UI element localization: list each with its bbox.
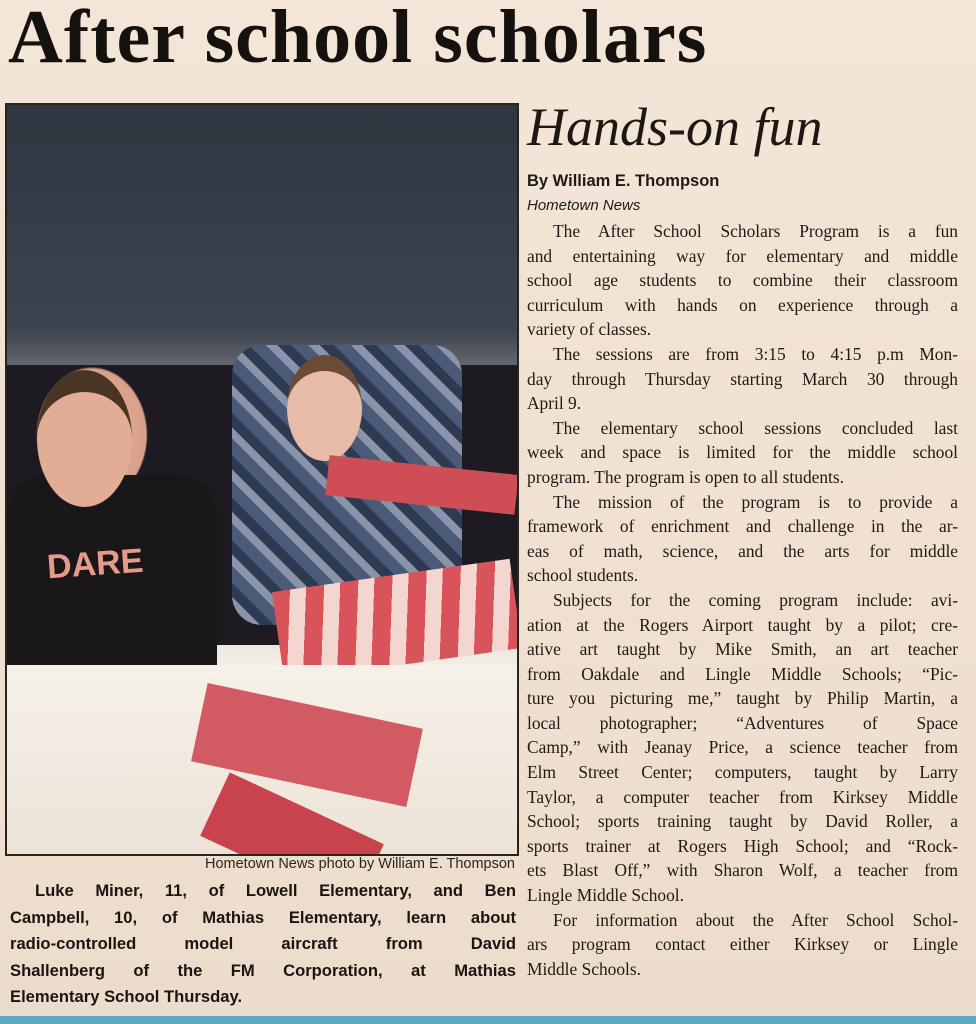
caption-line: Shallenberg of the FM Corporation, at Mathias	[10, 960, 516, 980]
article-line: day through Thursday starting March 30 through	[527, 368, 958, 389]
article-line: framework of enrichment and challenge in the ar-	[527, 516, 958, 537]
article-line: ative art taught by Mike Smith, an art teacher	[527, 639, 958, 660]
caption-line: Elementary School Thursday.	[10, 987, 243, 1006]
photo-credit: Hometown News photo by William E. Thompson	[205, 856, 515, 872]
article-line: and entertaining way for elementary and middle	[527, 245, 958, 266]
article-paragraph	[527, 908, 958, 982]
byline: By William E. Thompson	[527, 172, 720, 190]
photo-caption	[10, 878, 516, 1011]
byline-source: Hometown News	[527, 197, 641, 214]
article-kicker: Hands-on fun	[527, 97, 823, 157]
headline: After school scholars	[8, 0, 708, 79]
article-paragraph	[527, 490, 958, 588]
article-line: For information about the After School Schol-	[553, 909, 958, 930]
article-paragraph	[527, 342, 958, 416]
article-line: school age students to combine their classroom	[527, 270, 958, 291]
photo-boy-head	[287, 355, 362, 461]
article-paragraph	[527, 588, 958, 908]
article-line: curriculum with hands on experience through a	[527, 294, 958, 315]
article-line: program. The program is open to all students.	[527, 466, 844, 487]
article-line: week and space is limited for the middle school	[527, 442, 958, 463]
article-line: School; sports training taught by David Roller, a	[527, 811, 958, 832]
article-line: ets Blast Off,” with Sharon Wolf, a teacher from	[527, 860, 958, 881]
article-body	[527, 219, 958, 981]
article-line: Camp,” with Jeanay Price, a science teacher from	[527, 737, 958, 758]
caption-line: Luke Miner, 11, of Lowell Elementary, and Ben	[35, 881, 516, 900]
article-line: The sessions are from 3:15 to 4:15 p.m Mon-	[553, 343, 958, 364]
article-line: Lingle Middle School.	[527, 885, 684, 906]
article-line: variety of classes.	[527, 319, 652, 340]
article-paragraph	[527, 416, 958, 490]
photo-boy-head	[37, 370, 132, 507]
scan-edge-strip	[0, 1016, 976, 1024]
photo-shirt-logo: DARE	[45, 541, 145, 587]
article-line: Subjects for the coming program include: avi-	[553, 589, 958, 610]
article-line: Taylor, a computer teacher from Kirksey Middle	[527, 786, 958, 807]
article-line: The elementary school sessions concluded last	[553, 417, 958, 438]
article-line: ture you picturing me,” taught by Philip Martin, a	[527, 688, 958, 709]
article-line: ars program contact either Kirksey or Lingle	[527, 934, 958, 955]
article-line: sports trainer at Rogers High School; and “Rock-	[527, 835, 958, 856]
article-line: The mission of the program is to provide a	[553, 491, 958, 512]
caption-line: Campbell, 10, of Mathias Elementary, learn about	[10, 907, 516, 927]
caption-line: radio-controlled model aircraft from David	[10, 934, 516, 953]
article-line: eas of math, science, and the arts for middle	[527, 540, 958, 561]
article-line: April 9.	[527, 393, 582, 414]
article-line: Middle Schools.	[527, 958, 642, 979]
article-line: from Oakdale and Lingle Middle Schools; “Pic-	[527, 663, 958, 684]
article-line: Elm Street Center; computers, taught by Larry	[527, 762, 958, 783]
news-photo	[5, 103, 519, 856]
article-line: local photographer; “Adventures of Space	[527, 712, 958, 733]
article-paragraph	[527, 219, 958, 342]
article-line: ation at the Rogers Airport taught by a pilot; cre-	[527, 614, 958, 635]
article-line: school students.	[527, 565, 639, 586]
article-line: The After School Scholars Program is a fun	[553, 221, 958, 241]
